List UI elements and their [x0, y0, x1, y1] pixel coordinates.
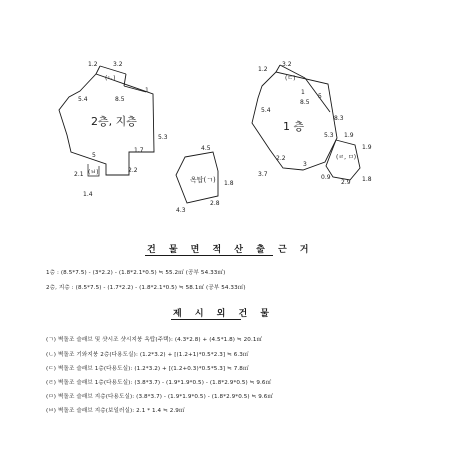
- extra-building-line: (ㄹ) 벽돌조 슬래브 1층(다용도실): (3.8*3.7) - (1.9*1.9*0.5) - (1.8*2.9*0.5) ≒ 9.6㎡: [46, 380, 272, 386]
- plan-1f-dim: 8.3: [334, 115, 344, 122]
- plan-1f-dim: 8.5: [300, 99, 310, 106]
- plan-2f-dim: 2.2: [128, 167, 138, 174]
- plan-2f-dim: 5: [92, 152, 96, 159]
- rooftop-dim: 1.8: [224, 180, 234, 187]
- plan-2f-dim: 5.4: [78, 96, 88, 103]
- heading-underline: [171, 319, 241, 320]
- extra-building-line: (ㄷ) 벽돌조 슬래브 1층(다용도실): (1.2*3.2) + [(1.2+0.3)*0.5*5.3] ≒ 7.8㎡: [46, 366, 249, 372]
- rooftop-dim: 4.5: [201, 145, 211, 152]
- plan-1f-dim: 1.2: [258, 66, 268, 73]
- plan-1f-tag: (ㄹ, ㅁ): [336, 154, 357, 161]
- plan-1f-tag: (ㄷ): [285, 75, 296, 82]
- plan-1f-annex-line: [276, 65, 280, 72]
- plan-1f-dim: 1.9: [362, 144, 372, 151]
- extra-building-line: (ㅁ) 벽돌조 슬래브 지층(다용도실): (3.8*3.7) - (1.9*1.9*0.5) - (1.8*2.9*0.5) ≒ 9.6㎡: [46, 394, 274, 400]
- plan-1f-dim: 2.9: [341, 179, 351, 186]
- plan-2f-dim: 2.1: [74, 171, 84, 178]
- plan-1f-dim: 3.2: [282, 61, 292, 68]
- plan-1f-dim: 0.9: [321, 174, 331, 181]
- plan-2f-tag: (ㄴ): [105, 75, 116, 82]
- plan-1f-dim: 1.8: [362, 176, 372, 183]
- plan-1f-dim: 2.2: [276, 155, 286, 162]
- area-line-1f: 1층 : (8.5*7.5) - (3*2.2) - (1.8*2.1*0.5) ≒ 55.2㎡ (공부 54.33㎡): [46, 270, 226, 276]
- plan-1f-dim: 3: [303, 161, 307, 168]
- plan-1f-dim: 3.7: [258, 171, 268, 178]
- plan-1f-label: 1 층: [283, 120, 305, 133]
- rooftop-dim: 4.3: [176, 207, 186, 214]
- plan-2f-dim: 1.2: [88, 61, 98, 68]
- plan-1f-dim: 5.3: [324, 132, 334, 139]
- rooftop-dim: 2.8: [210, 200, 220, 207]
- plan-2f-annex-line: [124, 86, 146, 92]
- rooftop-label: 옥탑(ㄱ): [190, 176, 216, 184]
- plan-1f-extra: 5: [318, 93, 322, 100]
- area-line-2f: 2층, 지층 : (8.5*7.5) - (1.7*2.2) - (1.8*2.1*0.5) ≒ 58.1㎡ (공부 54.33㎡): [46, 285, 246, 291]
- plan-2f-dim: 8.5: [115, 96, 125, 103]
- area-basis-heading: 건 물 면 적 산 출 근 거: [147, 245, 314, 255]
- plan-2f-tag: (ㅂ): [88, 169, 99, 176]
- plan-1f-dim: 5.4: [261, 107, 271, 114]
- plan-2f-dim: 5.3: [158, 134, 168, 141]
- plan-1f-dim: 1.9: [344, 132, 354, 139]
- extra-building-line: (ㅂ) 벽돌조 슬래브 지층(보일러실): 2.1 * 1.4 ≒ 2.9㎡: [46, 408, 185, 414]
- plan-2f-dim: 1.7: [134, 147, 144, 154]
- extra-buildings-heading: 제 시 외 건 물: [173, 309, 275, 319]
- plan-2f-label: 2층, 지층: [91, 115, 137, 128]
- heading-underline: [145, 255, 273, 256]
- plan-1f-extra: 1: [301, 89, 305, 96]
- plan-2f-dim: 3.2: [113, 61, 123, 68]
- extra-building-line: (ㄱ) 벽돌조 슬래브 및 샷시조 샷시지붕 옥탑(주택): (4.3*2.8) + (4.5*1.8) ≒ 20.1㎡: [46, 337, 263, 343]
- plan-2f-extra: 1: [145, 87, 149, 94]
- extra-building-line: (ㄴ) 벽돌조 기와지붕 2층(다용도실): (1.2*3.2) + [(1.2+1)*0.5*2.3] ≒ 6.3㎡: [46, 352, 249, 358]
- plan-2f-dim: 1.4: [83, 191, 93, 198]
